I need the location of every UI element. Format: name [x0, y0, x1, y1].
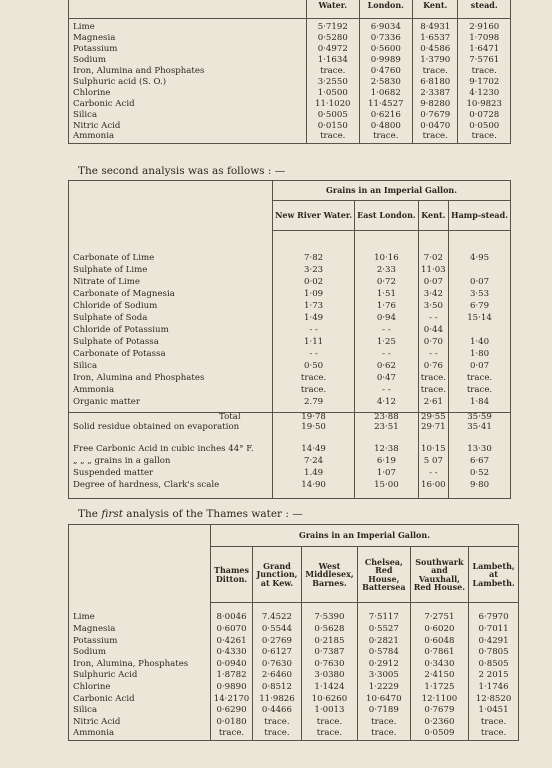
- cell-value: 0·4291: [469, 636, 519, 648]
- cell-value: trace.: [413, 66, 458, 77]
- cell-value: 2.79: [273, 397, 355, 409]
- cell-value: 7·5761: [458, 55, 511, 66]
- cell-value: 0·5544: [253, 624, 302, 636]
- cell-value: 1·76: [355, 301, 419, 313]
- cell-value: 1·1424: [301, 682, 357, 694]
- cell-value: 6·7970: [469, 613, 519, 625]
- cell-value: trace.: [449, 373, 511, 385]
- column-header: Water.: [307, 0, 360, 18]
- cell-value: - -: [355, 385, 419, 397]
- cell-value: 0·76: [418, 361, 448, 373]
- cell-value: trace.: [418, 385, 448, 397]
- row-label: Sulphate of Lime: [73, 264, 148, 275]
- row-label: Potassium: [73, 43, 118, 54]
- cell-value: 0·5527: [358, 624, 411, 636]
- cell-value: 3·3005: [358, 670, 411, 682]
- row-label: Suspended matter: [73, 468, 154, 479]
- column-header: Lambeth, at Lambeth.: [469, 547, 519, 603]
- table-row: [69, 289, 511, 301]
- table-row: [69, 325, 511, 337]
- cell-value: 0·6127: [253, 647, 302, 659]
- cell-value: 0·4760: [359, 66, 413, 77]
- row-label: Carbonic Acid: [73, 693, 135, 704]
- cell-value: - -: [418, 313, 448, 325]
- table-row: [69, 265, 511, 277]
- cell-value: 0·5005: [307, 110, 360, 121]
- cell-value: 11·03: [418, 265, 448, 277]
- cell-value: 7·24: [273, 456, 355, 468]
- cell-value: 0·52: [449, 468, 511, 480]
- cell-value: trace.: [358, 728, 411, 740]
- row-label: Carbonate of Potassa: [73, 348, 166, 359]
- table-row: [69, 301, 511, 313]
- cell-value: - -: [418, 349, 448, 361]
- cell-value: 11·9826: [253, 694, 302, 706]
- table-row: [69, 66, 511, 77]
- cell-value: 1·51: [355, 289, 419, 301]
- row-label: Silica: [73, 360, 98, 371]
- row-label: Chloride of Sodium: [73, 300, 158, 311]
- cell-value: 1·0500: [307, 88, 360, 99]
- cell-value: 1·84: [449, 397, 511, 409]
- cell-value: 0·07: [418, 277, 448, 289]
- column-header: East London.: [355, 201, 419, 231]
- column-header: Thames Ditton.: [211, 547, 253, 603]
- cell-value: 0·4261: [211, 636, 253, 648]
- cell-value: 0·4800: [359, 121, 413, 132]
- cell-value: trace.: [273, 385, 355, 397]
- cell-value: 1·49: [273, 313, 355, 325]
- row-label: Sulphuric acid (S. O.): [73, 76, 167, 87]
- table-row: [69, 636, 519, 648]
- cell-value: 5·7192: [307, 22, 360, 33]
- row-label: Chlorine: [73, 87, 111, 98]
- cell-value: 0·7861: [410, 647, 469, 659]
- cell-value: 1·25: [355, 337, 419, 349]
- row-label: Lime: [73, 612, 95, 623]
- table-row: [69, 480, 511, 492]
- cell-value: [449, 325, 511, 337]
- cell-value: 0·6070: [211, 624, 253, 636]
- cell-value: 15·14: [449, 313, 511, 325]
- cell-value: 0·4330: [211, 647, 253, 659]
- cell-value: 2·6460: [253, 670, 302, 682]
- cell-value: 0·7336: [359, 33, 413, 44]
- cell-value: 0·7679: [410, 705, 469, 717]
- cell-value: 0·0728: [458, 110, 511, 121]
- row-label: Iron, Alumina and Phosphates: [73, 65, 205, 76]
- cell-value: 1·2229: [358, 682, 411, 694]
- cell-value: 0·7387: [301, 647, 357, 659]
- cell-value: 1·80: [449, 349, 511, 361]
- cell-value: 6·67: [449, 456, 511, 468]
- cell-value: 1·1634: [307, 55, 360, 66]
- row-label: Free Carbonic Acid in cubic inches 44° F.: [73, 444, 254, 455]
- table-row: [69, 349, 511, 361]
- cell-value: 0·2360: [410, 717, 469, 729]
- column-header: London.: [359, 0, 413, 18]
- cell-value: 3·2550: [307, 77, 360, 88]
- cell-value: 29·55: [418, 413, 448, 423]
- cell-value: 14·49: [273, 444, 355, 456]
- cell-value: 0·4466: [253, 705, 302, 717]
- cell-value: 12·8520: [469, 694, 519, 706]
- cell-value: 9·8280: [413, 99, 458, 110]
- table-row: [69, 361, 511, 373]
- cell-value: 0·07: [449, 361, 511, 373]
- cell-value: 12·1100: [410, 694, 469, 706]
- cell-value: trace.: [253, 728, 302, 740]
- table-row: [69, 77, 511, 88]
- table-row: [69, 44, 511, 55]
- column-header: Kent.: [418, 201, 448, 231]
- cell-value: 2 2015: [469, 670, 519, 682]
- cell-value: 4·12: [355, 397, 419, 409]
- row-label: Sulphate of Soda: [73, 312, 148, 323]
- row-label: Sodium: [73, 647, 106, 658]
- cell-value: 12·38: [355, 444, 419, 456]
- caption-second-analysis: The second analysis was as follows : —: [78, 165, 286, 177]
- cell-value: trace.: [273, 373, 355, 385]
- cell-value: 0·7011: [469, 624, 519, 636]
- cell-value: 1·3790: [413, 55, 458, 66]
- cell-value: 1·0682: [359, 88, 413, 99]
- cell-value: 5 07: [418, 456, 448, 468]
- table-row: [69, 88, 511, 99]
- column-header: stead.: [458, 0, 511, 18]
- row-label: Sulphuric Acid: [73, 670, 138, 681]
- cell-value: 11·1020: [307, 99, 360, 110]
- cell-value: 0·70: [418, 337, 448, 349]
- cell-value: 1·8782: [211, 670, 253, 682]
- column-header: Kent.: [413, 0, 458, 18]
- cell-value: - -: [355, 349, 419, 361]
- row-label: Degree of hardness, Clark's scale: [73, 480, 220, 491]
- cell-value: 1·1746: [469, 682, 519, 694]
- row-label: Iron, Alumina and Phosphates: [73, 372, 205, 383]
- cell-value: 14·90: [273, 480, 355, 492]
- cell-value: - -: [273, 325, 355, 337]
- row-label: Nitric Acid: [73, 120, 121, 131]
- cell-value: 15·00: [355, 480, 419, 492]
- cell-value: - -: [355, 325, 419, 337]
- cell-value: 0·0470: [413, 121, 458, 132]
- cell-value: 6·79: [449, 301, 511, 313]
- cell-value: 7·5390: [301, 613, 357, 625]
- table-first-analysis: [68, 0, 511, 144]
- cell-value: 9·80: [449, 480, 511, 492]
- column-header: New River Water.: [273, 201, 355, 231]
- cell-value: 1·40: [449, 337, 511, 349]
- column-header: Hamp-stead.: [449, 201, 511, 231]
- cell-value: 0·62: [355, 361, 419, 373]
- cell-value: 0·9890: [211, 682, 253, 694]
- cell-value: 1·6537: [413, 33, 458, 44]
- cell-value: 0·8505: [469, 659, 519, 671]
- row-label: Nitric Acid: [73, 716, 121, 727]
- cell-value: 4·1230: [458, 88, 511, 99]
- table-row: [69, 385, 511, 397]
- cell-value: 19·78: [273, 413, 355, 423]
- cell-value: 10·6470: [358, 694, 411, 706]
- cell-value: 2·9160: [458, 22, 511, 33]
- table-thames-analysis: [68, 524, 519, 741]
- cell-value: 1·07: [355, 468, 419, 480]
- cell-value: 0·4586: [413, 44, 458, 55]
- column-header: Grand Junction, at Kew.: [253, 547, 302, 603]
- row-label: Sodium: [73, 54, 106, 65]
- table-row: [69, 132, 511, 143]
- cell-value: 6·8180: [413, 77, 458, 88]
- cell-value: 0·72: [355, 277, 419, 289]
- row-label: Iron, Alumina, Phosphates: [73, 658, 189, 669]
- cell-value: 0·2821: [358, 636, 411, 648]
- column-header: Southwark and Vauxhall, Red House.: [410, 547, 469, 603]
- row-label: Ammonia: [73, 384, 115, 395]
- row-label: Magnesia: [73, 32, 116, 43]
- cell-value: 0·94: [355, 313, 419, 325]
- cell-value: 6·9034: [359, 22, 413, 33]
- table-row: [69, 728, 519, 740]
- cell-value: 35·59: [449, 413, 511, 423]
- cell-value: 3·50: [418, 301, 448, 313]
- cell-value: 0·6048: [410, 636, 469, 648]
- table-row: [69, 33, 511, 44]
- table-row: [69, 423, 511, 433]
- caption-thames-analysis: The first analysis of the Thames water : —: [78, 508, 303, 520]
- cell-value: 0·2769: [253, 636, 302, 648]
- table-row: [69, 613, 519, 625]
- row-label: Ammonia: [73, 728, 115, 739]
- cell-value: 1·11: [273, 337, 355, 349]
- table-row: [69, 468, 511, 480]
- row-label: Lime: [73, 21, 95, 32]
- cell-value: [449, 265, 511, 277]
- cell-value: 3·0380: [301, 670, 357, 682]
- cell-value: - -: [273, 349, 355, 361]
- cell-value: trace.: [458, 66, 511, 77]
- row-label: „ „ „ grains in a gallon: [73, 456, 171, 467]
- group-header: Grains in an Imperial Gallon.: [273, 181, 511, 201]
- cell-value: 0·0940: [211, 659, 253, 671]
- cell-value: 0·6290: [211, 705, 253, 717]
- table-row: [69, 99, 511, 110]
- cell-value: 29·71: [418, 423, 448, 433]
- cell-value: 3·23: [273, 265, 355, 277]
- cell-value: 35·41: [449, 423, 511, 433]
- cell-value: 0·5280: [307, 33, 360, 44]
- cell-value: 0·5600: [359, 44, 413, 55]
- cell-value: 2·5830: [359, 77, 413, 88]
- cell-value: 1·0451: [469, 705, 519, 717]
- cell-value: 1·73: [273, 301, 355, 313]
- cell-value: 10·9823: [458, 99, 511, 110]
- row-label: Sulphate of Potassa: [73, 336, 159, 347]
- cell-value: 0·5628: [301, 624, 357, 636]
- cell-value: 6·19: [355, 456, 419, 468]
- row-label: Carbonate of Lime: [73, 252, 155, 263]
- cell-value: 2·4150: [410, 670, 469, 682]
- cell-value: 23·51: [355, 423, 419, 433]
- table-row: [69, 717, 519, 729]
- cell-value: 1·09: [273, 289, 355, 301]
- table-row: [69, 397, 511, 409]
- row-label: Magnesia: [73, 624, 116, 635]
- cell-value: trace.: [358, 717, 411, 729]
- cell-value: 0·5784: [358, 647, 411, 659]
- cell-value: 10·15: [418, 444, 448, 456]
- cell-value: 1·7098: [458, 33, 511, 44]
- column-header: Chelsea, Red House, Battersea: [358, 547, 411, 603]
- cell-value: 3·42: [418, 289, 448, 301]
- table-row: [69, 647, 519, 659]
- cell-value: 0·0500: [458, 121, 511, 132]
- cell-value: 7·5117: [358, 613, 411, 625]
- column-header: West Middlesex, Barnes.: [301, 547, 357, 603]
- table-row: [69, 373, 511, 385]
- cell-value: 0·44: [418, 325, 448, 337]
- cell-value: 7·02: [418, 253, 448, 265]
- cell-value: trace.: [253, 717, 302, 729]
- cell-value: 0·3430: [410, 659, 469, 671]
- table-row: [69, 313, 511, 325]
- row-label: Organic matter: [73, 396, 140, 407]
- cell-value: 3·53: [449, 289, 511, 301]
- group-header: Grains in an Imperial Gallon.: [211, 525, 519, 547]
- row-label: Silica: [73, 109, 98, 120]
- cell-value: 11·4527: [359, 99, 413, 110]
- cell-value: 1.49: [273, 468, 355, 480]
- cell-value: 2·33: [355, 265, 419, 277]
- cell-value: 0·0180: [211, 717, 253, 729]
- cell-value: 0·7805: [469, 647, 519, 659]
- row-label: Ammonia: [73, 131, 115, 142]
- table-row: [69, 444, 511, 456]
- table-row: [69, 110, 511, 121]
- table-row: [69, 121, 511, 132]
- cell-value: 0·0509: [410, 728, 469, 740]
- cell-value: 0·9989: [359, 55, 413, 66]
- caption-emphasis: first: [101, 508, 123, 520]
- cell-value: 14·2170: [211, 694, 253, 706]
- cell-value: 0·7679: [413, 110, 458, 121]
- row-label: Carbonate of Magnesia: [73, 288, 175, 299]
- cell-value: 7·2751: [410, 613, 469, 625]
- cell-value: 0·7630: [253, 659, 302, 671]
- cell-value: 7.4522: [253, 613, 302, 625]
- cell-value: 0·0150: [307, 121, 360, 132]
- row-label: Potassium: [73, 635, 118, 646]
- table-row: [69, 659, 519, 671]
- table-row: [69, 55, 511, 66]
- cell-value: 9·1702: [458, 77, 511, 88]
- cell-value: trace.: [469, 728, 519, 740]
- table-row: [69, 277, 511, 289]
- table-row: [69, 456, 511, 468]
- row-label: Nitrate of Lime: [73, 276, 141, 287]
- cell-value: trace.: [301, 717, 357, 729]
- table-row: [69, 253, 511, 265]
- table-row: [69, 624, 519, 636]
- cell-value: trace.: [301, 728, 357, 740]
- cell-value: 23·88: [355, 413, 419, 423]
- cell-value: 10·6260: [301, 694, 357, 706]
- cell-value: 0·02: [273, 277, 355, 289]
- cell-value: 0·50: [273, 361, 355, 373]
- cell-value: 0·6020: [410, 624, 469, 636]
- table-row: [69, 694, 519, 706]
- cell-value: - -: [418, 468, 448, 480]
- cell-value: 2·61: [418, 397, 448, 409]
- cell-value: 7·82: [273, 253, 355, 265]
- table-row: [69, 682, 519, 694]
- cell-value: trace.: [449, 385, 511, 397]
- cell-value: trace.: [458, 132, 511, 143]
- cell-value: 4·95: [449, 253, 511, 265]
- cell-value: trace.: [307, 66, 360, 77]
- row-label: Chloride of Potassium: [73, 324, 169, 335]
- cell-value: 0·7630: [301, 659, 357, 671]
- cell-value: trace.: [211, 728, 253, 740]
- cell-value: trace.: [469, 717, 519, 729]
- cell-value: 0·2185: [301, 636, 357, 648]
- cell-value: 1·0013: [301, 705, 357, 717]
- cell-value: 0·7189: [358, 705, 411, 717]
- table-row: [69, 337, 511, 349]
- cell-value: 0·8512: [253, 682, 302, 694]
- cell-value: trace.: [359, 132, 413, 143]
- row-label: Silica: [73, 705, 98, 716]
- table-row: [69, 705, 519, 717]
- row-label: Total: [69, 413, 273, 423]
- cell-value: 16·00: [418, 480, 448, 492]
- row-label: Solid residue obtained on evaporation: [73, 421, 240, 432]
- cell-value: 1·6471: [458, 44, 511, 55]
- cell-value: 0·07: [449, 277, 511, 289]
- cell-value: 8·4931: [413, 22, 458, 33]
- cell-value: 0·2912: [358, 659, 411, 671]
- cell-value: 13·30: [449, 444, 511, 456]
- row-label: Chlorine: [73, 682, 111, 693]
- table-row: [69, 22, 511, 33]
- cell-value: trace.: [307, 132, 360, 143]
- cell-value: 1·1725: [410, 682, 469, 694]
- cell-value: trace.: [418, 373, 448, 385]
- table-second-analysis: [68, 180, 511, 499]
- cell-value: 0·4972: [307, 44, 360, 55]
- cell-value: 8·0046: [211, 613, 253, 625]
- cell-value: 10·16: [355, 253, 419, 265]
- row-label: Carbonic Acid: [73, 98, 135, 109]
- cell-value: 2·3387: [413, 88, 458, 99]
- cell-value: trace.: [413, 132, 458, 143]
- table-row: [69, 670, 519, 682]
- cell-value: 19·50: [273, 423, 355, 433]
- cell-value: 0·6216: [359, 110, 413, 121]
- cell-value: 0·47: [355, 373, 419, 385]
